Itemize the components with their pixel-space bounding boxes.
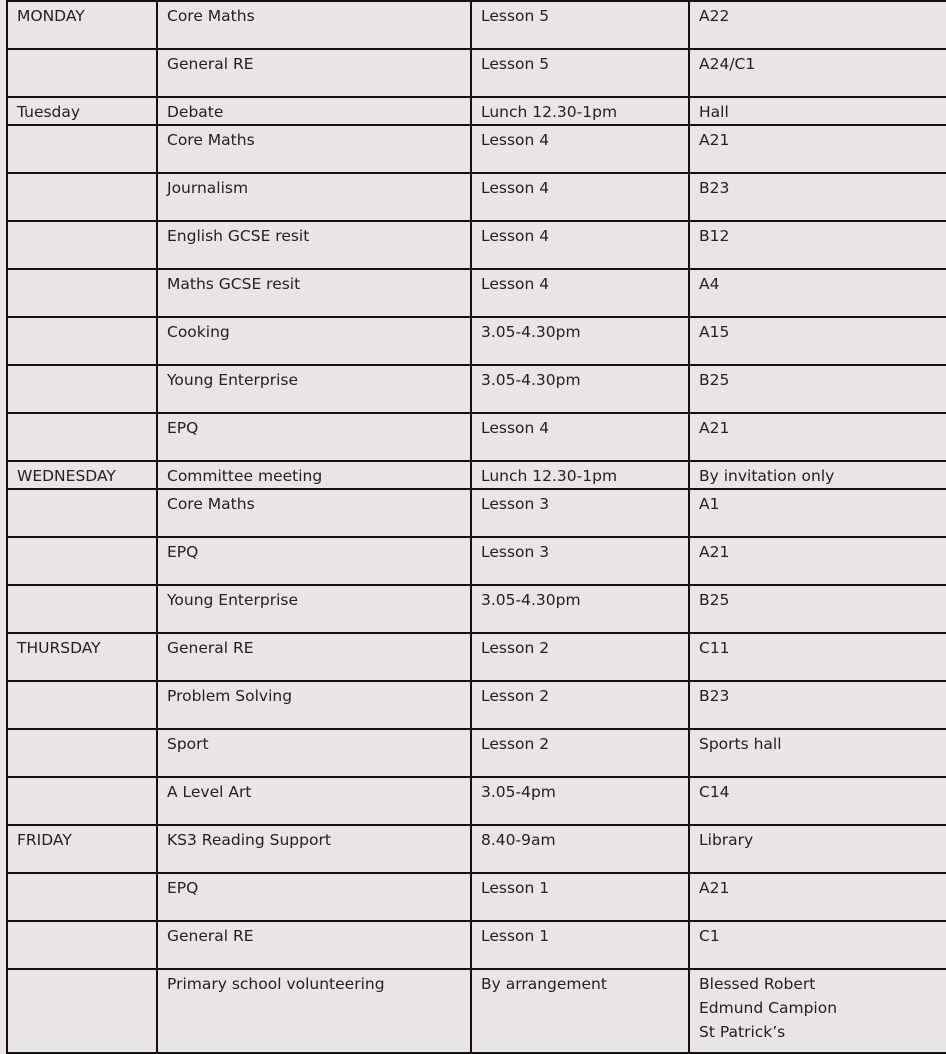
- activity-cell: Young Enterprise: [157, 365, 471, 413]
- table-row: [7, 729, 946, 777]
- room-cell: B23: [689, 681, 946, 729]
- day-cell: [7, 49, 157, 97]
- room-cell: Library: [689, 825, 946, 873]
- room-cell: A21: [689, 413, 946, 461]
- time-cell: Lesson 2: [471, 681, 689, 729]
- activity-cell: Core Maths: [157, 1, 471, 49]
- room-cell: C1: [689, 921, 946, 969]
- time-cell: Lesson 4: [471, 173, 689, 221]
- table-row: [7, 777, 946, 825]
- time-cell: 3.05-4pm: [471, 777, 689, 825]
- activity-cell: English GCSE resit: [157, 221, 471, 269]
- day-cell: [7, 173, 157, 221]
- table-row: [7, 681, 946, 729]
- day-cell: FRIDAY: [7, 825, 157, 873]
- time-cell: Lesson 4: [471, 413, 689, 461]
- timetable-body: [7, 1, 946, 1053]
- room-cell: A21: [689, 125, 946, 173]
- table-row: [7, 585, 946, 633]
- table-row: [7, 873, 946, 921]
- table-row: [7, 49, 946, 97]
- table-row: [7, 221, 946, 269]
- time-cell: Lesson 4: [471, 221, 689, 269]
- table-row: [7, 461, 946, 489]
- activity-cell: General RE: [157, 921, 471, 969]
- room-cell: A4: [689, 269, 946, 317]
- activity-cell: Committee meeting: [157, 461, 471, 489]
- time-cell: Lunch 12.30-1pm: [471, 461, 689, 489]
- day-cell: Tuesday: [7, 97, 157, 125]
- table-row: [7, 825, 946, 873]
- day-cell: [7, 537, 157, 585]
- room-cell: B12: [689, 221, 946, 269]
- table-row: [7, 489, 946, 537]
- room-cell: C11: [689, 633, 946, 681]
- room-cell: By invitation only: [689, 461, 946, 489]
- activity-cell: EPQ: [157, 413, 471, 461]
- room-cell: A21: [689, 873, 946, 921]
- time-cell: Lesson 3: [471, 489, 689, 537]
- room-cell: [689, 969, 946, 1053]
- table-row: [7, 413, 946, 461]
- time-cell: Lesson 1: [471, 921, 689, 969]
- room-cell: B23: [689, 173, 946, 221]
- timetable: [6, 0, 946, 1054]
- room-cell: A22: [689, 1, 946, 49]
- day-cell: [7, 969, 157, 1053]
- day-cell: [7, 921, 157, 969]
- activity-cell: Debate: [157, 97, 471, 125]
- time-cell: Lesson 4: [471, 269, 689, 317]
- table-row: [7, 1, 946, 49]
- activity-cell: Sport: [157, 729, 471, 777]
- activity-cell: Young Enterprise: [157, 585, 471, 633]
- day-cell: [7, 585, 157, 633]
- time-cell: 3.05-4.30pm: [471, 317, 689, 365]
- room-cell: Sports hall: [689, 729, 946, 777]
- day-cell: [7, 729, 157, 777]
- room-cell: A1: [689, 489, 946, 537]
- time-cell: Lesson 5: [471, 1, 689, 49]
- room-cell: C14: [689, 777, 946, 825]
- day-cell: [7, 873, 157, 921]
- day-cell: [7, 269, 157, 317]
- table-row: [7, 269, 946, 317]
- day-cell: MONDAY: [7, 1, 157, 49]
- activity-cell: Core Maths: [157, 489, 471, 537]
- table-row: [7, 633, 946, 681]
- day-cell: WEDNESDAY: [7, 461, 157, 489]
- time-cell: Lesson 2: [471, 633, 689, 681]
- table-row: [7, 969, 946, 1053]
- room-cell: A24/C1: [689, 49, 946, 97]
- day-cell: [7, 125, 157, 173]
- activity-cell: EPQ: [157, 873, 471, 921]
- table-row: [7, 97, 946, 125]
- room-cell: A15: [689, 317, 946, 365]
- activity-cell: EPQ: [157, 537, 471, 585]
- room-cell: B25: [689, 365, 946, 413]
- time-cell: Lesson 4: [471, 125, 689, 173]
- table-row: [7, 537, 946, 585]
- table-row: [7, 173, 946, 221]
- activity-cell: General RE: [157, 633, 471, 681]
- table-row: [7, 125, 946, 173]
- activity-cell: A Level Art: [157, 777, 471, 825]
- room-cell: B25: [689, 585, 946, 633]
- day-cell: [7, 221, 157, 269]
- table-row: [7, 317, 946, 365]
- room-cell: A21: [689, 537, 946, 585]
- activity-cell: Journalism: [157, 173, 471, 221]
- time-cell: Lesson 1: [471, 873, 689, 921]
- activity-cell: Cooking: [157, 317, 471, 365]
- time-cell: 3.05-4.30pm: [471, 585, 689, 633]
- activity-cell: General RE: [157, 49, 471, 97]
- day-cell: [7, 681, 157, 729]
- time-cell: By arrangement: [471, 969, 689, 1053]
- time-cell: Lunch 12.30-1pm: [471, 97, 689, 125]
- activity-cell: KS3 Reading Support: [157, 825, 471, 873]
- time-cell: Lesson 5: [471, 49, 689, 97]
- day-cell: [7, 365, 157, 413]
- activity-cell: Core Maths: [157, 125, 471, 173]
- activity-cell: Primary school volunteering: [157, 969, 471, 1053]
- day-cell: [7, 489, 157, 537]
- table-row: [7, 921, 946, 969]
- activity-cell: Problem Solving: [157, 681, 471, 729]
- day-cell: [7, 777, 157, 825]
- activity-cell: Maths GCSE resit: [157, 269, 471, 317]
- day-cell: THURSDAY: [7, 633, 157, 681]
- room-cell: Hall: [689, 97, 946, 125]
- room-line: Blessed Robert: [699, 975, 816, 993]
- room-line: St Patrick’s: [699, 1023, 786, 1041]
- day-cell: [7, 317, 157, 365]
- day-cell: [7, 413, 157, 461]
- table-row: [7, 365, 946, 413]
- room-line: Edmund Campion: [699, 999, 838, 1017]
- time-cell: 8.40-9am: [471, 825, 689, 873]
- time-cell: 3.05-4.30pm: [471, 365, 689, 413]
- time-cell: Lesson 3: [471, 537, 689, 585]
- time-cell: Lesson 2: [471, 729, 689, 777]
